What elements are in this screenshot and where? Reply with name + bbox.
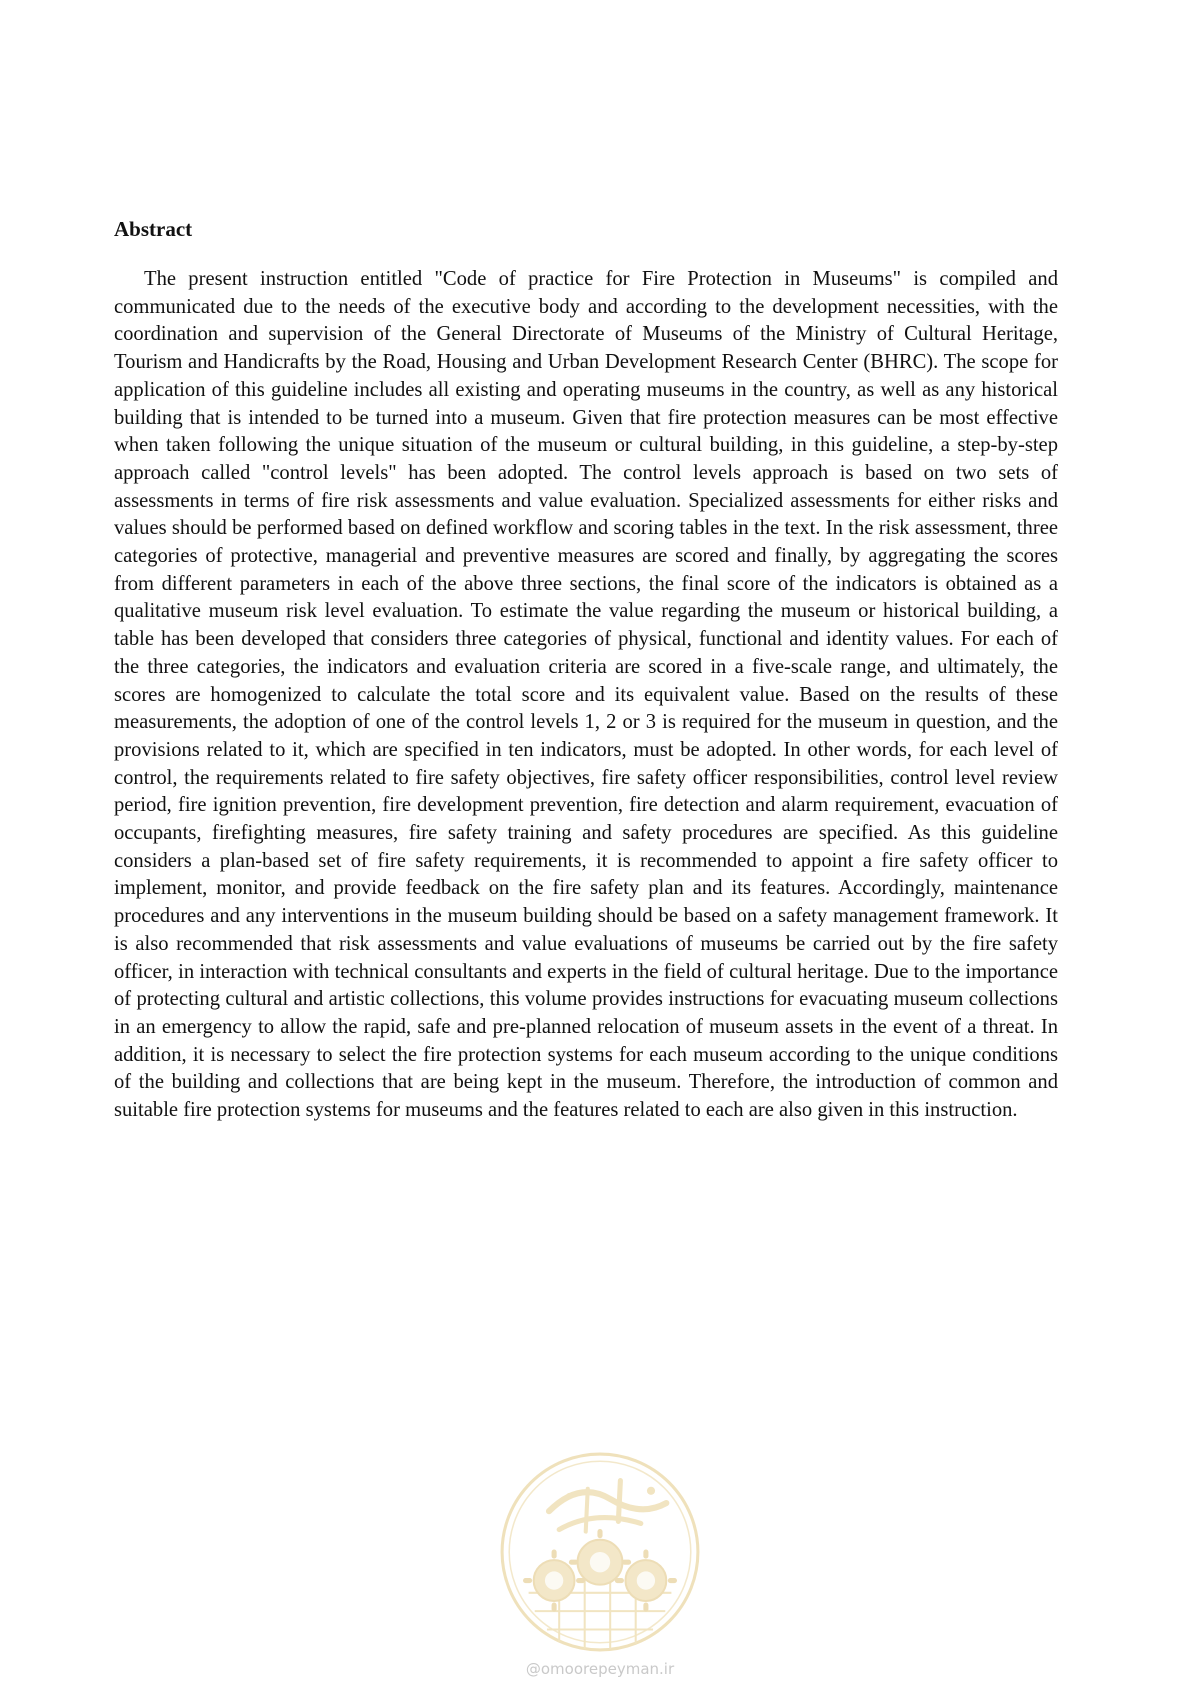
abstract-body: The present instruction entitled "Code of practice for Fire Protection in Museums" is compiled and communicated due to the needs of the executive body and according to the development necessities, with the coordination and supervision of the General Directorate of Museums of the Ministry of Cultural Heritage, Tourism and Handicrafts by the Road, Housing and Urban Development Research Center (BHRC). The scope for application of this guideline includes all existing and operating museums in the country, as well as any historical building that is intended to be turned into a museum. Given that fire protection measures can be most effective when taken following the unique situation of the museum or cultural building, in this guideline, a step-by-step approach called "control levels" has been adopted. The control levels approach is based on two sets of assessments in terms of fire risk assessments and value evaluation. Specialized assessments for either risks and values should be performed based on defined workflow and scoring tables in the text. In the risk assessment, three categories of protective, managerial and preventive measures are scored and finally, by aggregating the scores from different parameters in each of the above three sections, the final score of the indicators is obtained as a qualitative museum risk level evaluation. To estimate the value regarding the museum or historical building, a table has been developed that considers three categories of physical, functional and identity values. For each of the three categories, the indicators and evaluation criteria are scored in a five-scale range, and ultimately, the scores are homogenized to calculate the total score and its equivalent value. Based on the results of these measurements, the adoption of one of the control levels 1, 2 or 3 is required for the museum in question, and the provisions related to it, which are specified in ten indicators, must be adopted. In other words, for each level of control, the requirements related to fire safety objectives, fire safety officer responsibilities, control level review period, fire ignition prevention, fire development prevention, fire detection and alarm requirement, evacuation of occupants, firefighting measures, fire safety training and safety procedures are specified. As this guideline considers a plan-based set of fire safety requirements, it is recommended to appoint a fire safety officer to implement, monitor, and provide feedback on the fire safety plan and its features. Accordingly, maintenance procedures and any interventions in the museum building should be based on a safety management framework. It is also recommended that risk assessments and value evaluations of museums be carried out by the fire safety officer, in interaction with technical consultants and experts in the field of cultural heritage. Due to the importance of protecting cultural and artistic collections, this volume provides instructions for evacuating museum collections in an emergency to allow the rapid, safe and pre-planned relocation of museum assets in the event of a threat. In addition, it is necessary to select the fire protection systems for each museum according to the unique conditions of the building and collections that are being kept in the museum. Therefore, the introduction of common and suitable fire protection systems for museums and the features related to each are also given in this instruction. (114, 268, 1058, 1122)
watermark-site-label: @omoorepeyman.ir (525, 1660, 675, 1678)
abstract-heading: Abstract (114, 217, 193, 241)
seal-logo-icon (498, 1450, 702, 1654)
